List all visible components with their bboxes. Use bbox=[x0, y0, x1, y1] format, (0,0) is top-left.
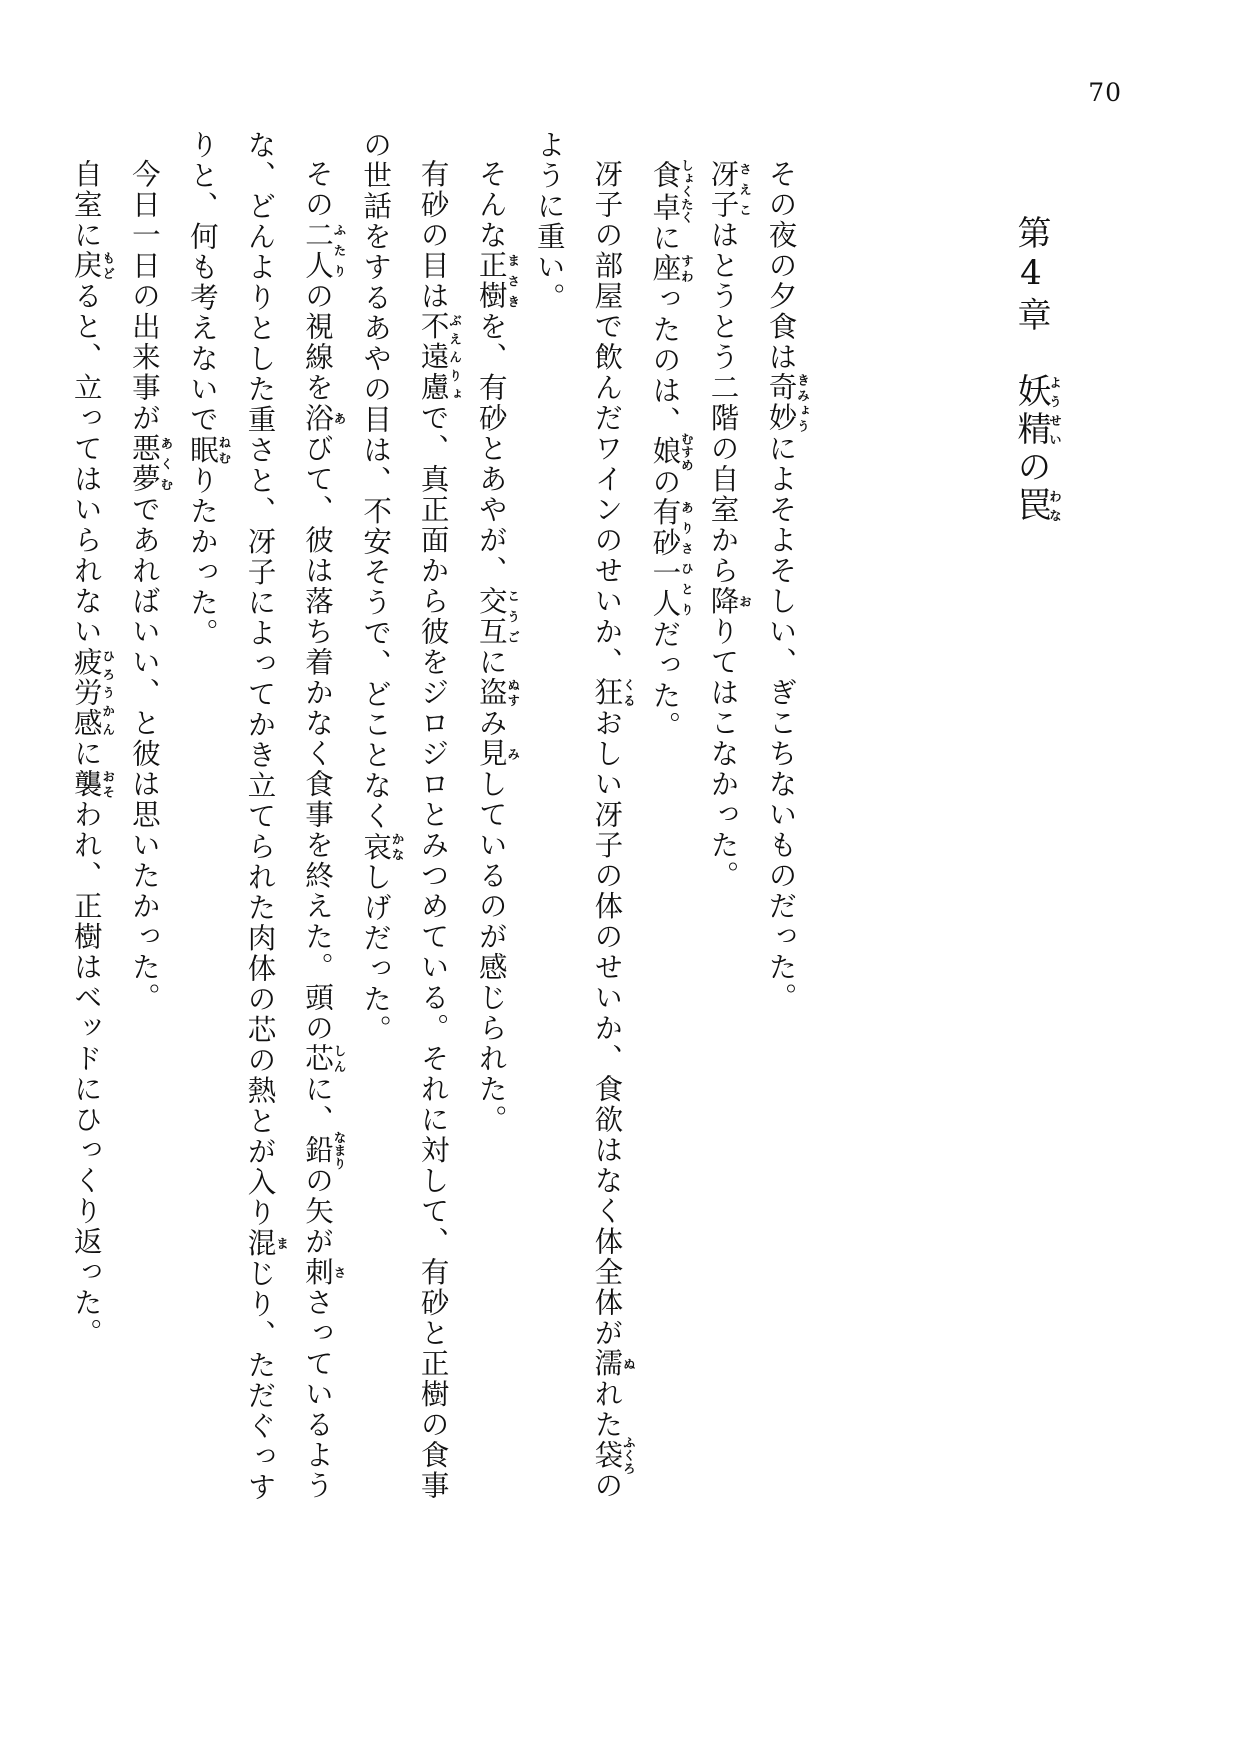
chapter-title bbox=[1007, 215, 1062, 555]
paragraph: そんな正樹まさきを、有砂とあやが、交互こうごに盗ぬすみ見みしているのが感じられた。 bbox=[474, 158, 521, 1135]
paragraph: 食卓しょくたくに座すわったのは、娘むすめの有砂ありさ一人ひとりだった。 bbox=[648, 158, 695, 741]
paragraph: 今日一日の出来事が悪夢あくむであればいい、と彼は思いたかった。 bbox=[127, 158, 174, 1013]
paragraph: 自室に戻もどると、立ってはいられない疲労感ひろうかんに襲おそわれ、正樹はベッドにひっくり返った。 bbox=[69, 158, 116, 1348]
paragraph: その二人ふたりの視線を浴あびて、彼は落ち着かなく食事を終えた。頭の芯しんに、鉛なまりの矢が刺ささっているような、どんよりとした重さと、冴子によってかき立てられた肉体の芯の熱とが入り混まじり、ただぐっすりと、何も考えないで眠ねむりたかった。 bbox=[185, 130, 347, 1503]
paragraph: 冴子の部屋で飲んだワインのせいか、狂くるおしい冴子の体のせいか、食欲はなく体全体が濡ぬれた袋ふくろのように重い。 bbox=[532, 130, 637, 1501]
body-text bbox=[0, 130, 810, 1520]
paragraph: 有砂の目は不遠慮ぶえんりょで、真正面から彼をジロジロとみつめている。それに対して、有砂と正樹の食事の世話をするあやの目は、不安そうで、どことなく哀かなしげだった。 bbox=[359, 130, 463, 1501]
ruby-yousei: 妖精ようせい bbox=[1011, 373, 1063, 449]
paragraph: 冴子さえこはとうとう二階の自室から降おりてはこなかった。 bbox=[706, 158, 753, 891]
page-number: 70 bbox=[1088, 78, 1122, 107]
ruby-wana: 罠わな bbox=[1011, 487, 1063, 525]
chapter-title-text: 第4章 妖精ようせいの罠わな bbox=[1011, 215, 1063, 525]
paragraph: その夜の夕食は奇妙きみょうによそよそしい、ぎこちないものだった。 bbox=[764, 158, 811, 1013]
